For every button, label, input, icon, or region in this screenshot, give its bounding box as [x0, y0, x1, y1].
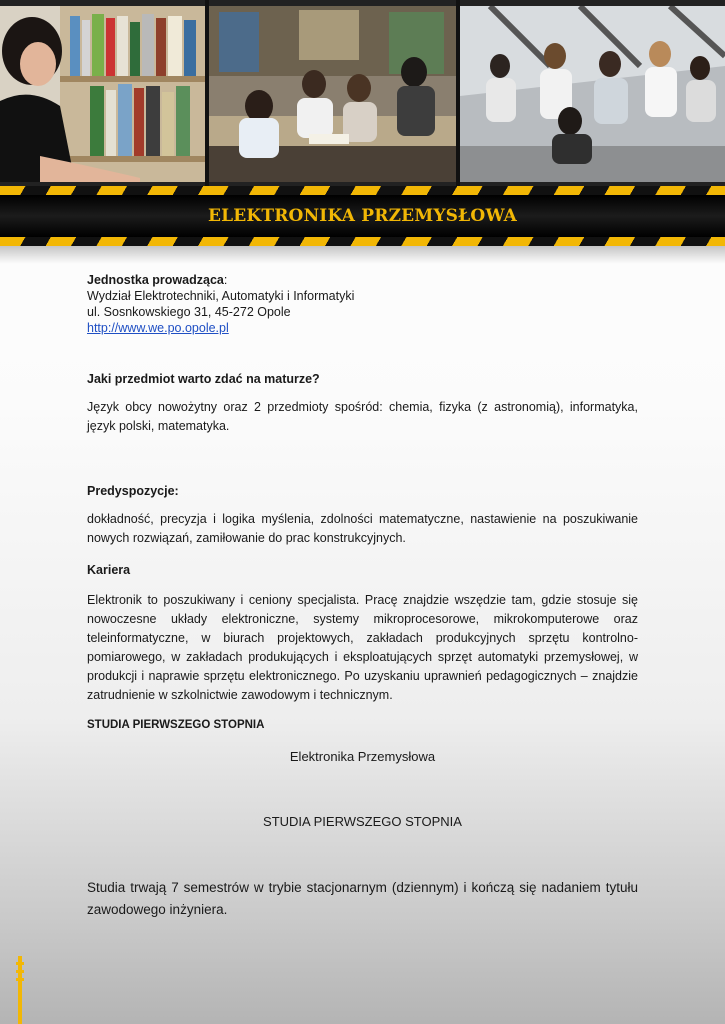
- photo-students-table: [209, 6, 456, 182]
- unit-website-link[interactable]: http://www.we.po.opole.pl: [87, 321, 229, 335]
- exam-text: Język obcy nowożytny oraz 2 przedmioty spośród: chemia, fizyka (z astronomią), informatyka, język polski, matematyka.: [87, 400, 638, 433]
- career-heading: Kariera: [87, 563, 131, 577]
- band-shadow: [0, 246, 725, 264]
- predispositions-text: dokładność, precyzja i logika myślenia, zdolności matematyczne, nastawienie na poszukiwanie nowych rozwiązań, zamiłowanie do prac konstrukcyjnych.: [87, 512, 638, 545]
- studies-heading-bold: STUDIA PIERWSZEGO STOPNIA: [87, 719, 265, 731]
- header-photo-strip: [0, 0, 725, 186]
- page-title: ELEKTRONIKA PRZEMYSŁOWA: [207, 206, 518, 226]
- hazard-stripe-icon: [0, 237, 725, 246]
- unit-label: Jednostka prowadząca: [87, 273, 224, 287]
- hazard-stripe-icon: [0, 186, 725, 195]
- predispositions-heading: Predyspozycje:: [87, 484, 179, 498]
- exam-heading: Jaki przedmiot warto zdać na maturze?: [87, 372, 320, 386]
- title-band: [0, 195, 725, 237]
- photo-student-library: [0, 6, 205, 182]
- studies-description: Studia trwają 7 semestrów w trybie stacjonarnym (dziennym) i kończą się nadaniem tytułu zawodowego inżyniera.: [87, 880, 638, 917]
- program-name: Elektronika Przemysłowa: [289, 749, 436, 764]
- studies-heading-center: STUDIA PIERWSZEGO STOPNIA: [263, 814, 462, 829]
- unit-section: [87, 272, 638, 336]
- unit-address: ul. Sosnkowskiego 31, 45-272 Opole: [87, 305, 291, 319]
- career-text: Elektronik to poszukiwany i ceniony specjalista. Pracę znajdzie wszędzie tam, gdzie stosuje się nowoczesne układy elektroniczne, systemy mikroprocesorowe, mikrokomputerowe oraz teleinformatyczne, w biurach projektowych, zakładach produkcyjnych sprzętu kontrolno-pomiarowego, w zakładach produkujących i eksploatujących sprzęt automatyki przemysłowej, w produkcji i naprawie sprzętu elektronicznego. Po uzyskaniu uprawnień pedagogicznych – znajdzie zatrudnienie w szkolnictwie zawodowym i technicznym.: [87, 593, 638, 702]
- unit-heading: [87, 272, 638, 288]
- photo-students-hall: [460, 6, 725, 182]
- unit-label-suffix: :: [223, 273, 228, 287]
- ornament-icon: [13, 956, 27, 1024]
- unit-faculty: Wydział Elektrotechniki, Automatyki i Informatyki: [87, 289, 355, 303]
